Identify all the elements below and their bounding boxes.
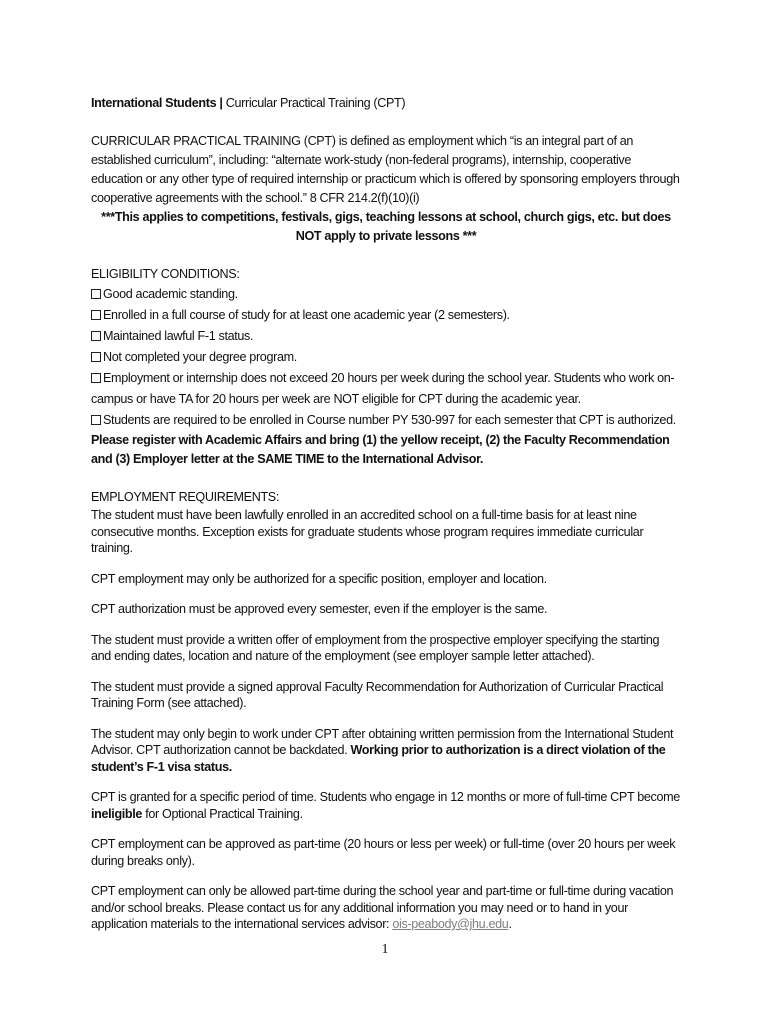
checkbox-icon[interactable] (91, 373, 101, 383)
paragraph-text: The student may only begin to work under CPT after obtaining written permission from the International Student Advisor. CPT authorization cannot be backdated. (91, 726, 674, 757)
employment-paragraph: The student must provide a signed approval Faculty Recommendation for Authorization of Curricular Practical Training Form (see attached). (91, 679, 664, 710)
eligibility-item (91, 326, 681, 347)
advisor-email-link[interactable]: ois-peabody@jhu.edu (392, 917, 509, 931)
eligibility-item-label: Enrolled in a full course of study for at least one academic year (2 semesters). (103, 308, 510, 322)
employment-paragraph: CPT authorization must be approved every semester, even if the employer is the same. (91, 602, 548, 616)
employment-paragraph: CPT employment can be approved as part-time (20 hours or less per week) or full-time (over 20 hours per week during breaks only). (91, 837, 676, 868)
page-number: 1 (381, 942, 389, 957)
violation-warning: Working prior to authorization is a direct violation of the student’s F-1 visa status. (91, 743, 666, 774)
document-title (91, 94, 681, 113)
eligibility-item (91, 284, 681, 305)
employment-paragraph: The student must have been lawfully enrolled in an accredited school on a full-time basis for at least nine consecutive months. Exception exists for graduate students whose program requires immediate curricular training. (91, 508, 644, 555)
employment-paragraph (91, 726, 681, 776)
document-page (91, 94, 681, 933)
employment-heading: EMPLOYMENT REQUIREMENTS: (91, 490, 279, 504)
cpt-definition: CURRICULAR PRACTICAL TRAINING (CPT) is defined as employment which “is an integral part of an established curriculum”, including: “alternate work-study (non-federal programs), internship, cooperative education or any other type of required internship or practicum which is offered by sponsoring employers through cooperative agreements with the school.” 8 CFR 214.2(f)(10)(i) (91, 134, 680, 205)
paragraph-text: CPT is granted for a specific period of time. Students who engage in 12 months or more of full-time CPT become (91, 790, 680, 804)
checkbox-icon[interactable] (91, 415, 101, 425)
eligibility-item-label: Good academic standing. (103, 287, 238, 301)
ineligible-emphasis: ineligible (91, 806, 143, 821)
paragraph-text: for Optional Practical Training. (142, 806, 303, 821)
eligibility-item (91, 410, 681, 431)
paragraph-text: CPT employment can only be allowed part-time during the school year and part-time or full-time during vacation and/or school breaks. Please contact us for any additional information you may need or to hand in your application materials to the international services advisor: (91, 884, 674, 931)
applies-notice: ***This applies to competitions, festivals, gigs, teaching lessons at school, church gigs, etc. but does NOT apply to private lessons *** (101, 210, 671, 243)
eligibility-item (91, 368, 681, 410)
eligibility-item-label: Students are required to be enrolled in Course number PY 530-997 for each semester that CPT is authorized. (103, 413, 676, 427)
checkbox-icon[interactable] (91, 289, 101, 299)
register-note: Please register with Academic Affairs and bring (1) the yellow receipt, (2) the Faculty Recommendation and (3) Employer letter at the SAME TIME to the International Advisor. (91, 433, 670, 466)
document-title-rest: Curricular Practical Training (CPT) (222, 96, 406, 110)
eligibility-item-label: Not completed your degree program. (103, 350, 297, 364)
eligibility-item (91, 347, 681, 368)
employment-paragraph: The student must provide a written offer of employment from the prospective employer specifying the starting and ending dates, location and nature of the employment (see employer sample letter attached). (91, 632, 660, 663)
checkbox-icon[interactable] (91, 352, 101, 362)
document-title-bold: International Students | (91, 96, 223, 110)
paragraph-text: . (508, 917, 512, 931)
checkbox-icon[interactable] (91, 331, 101, 341)
checkbox-icon[interactable] (91, 310, 101, 320)
employment-paragraph: CPT employment may only be authorized for a specific position, employer and location. (91, 571, 547, 586)
employment-paragraph (91, 883, 681, 933)
eligibility-heading: ELIGIBILITY CONDITIONS: (91, 267, 240, 281)
eligibility-item (91, 305, 681, 326)
employment-paragraph (91, 789, 681, 822)
eligibility-item-label: Employment or internship does not exceed 20 hours per week during the school year. Students who work on-campus or have TA for 20 hours per week are NOT eligible for CPT during the academic year. (91, 371, 675, 406)
eligibility-item-label: Maintained lawful F-1 status. (103, 329, 254, 343)
